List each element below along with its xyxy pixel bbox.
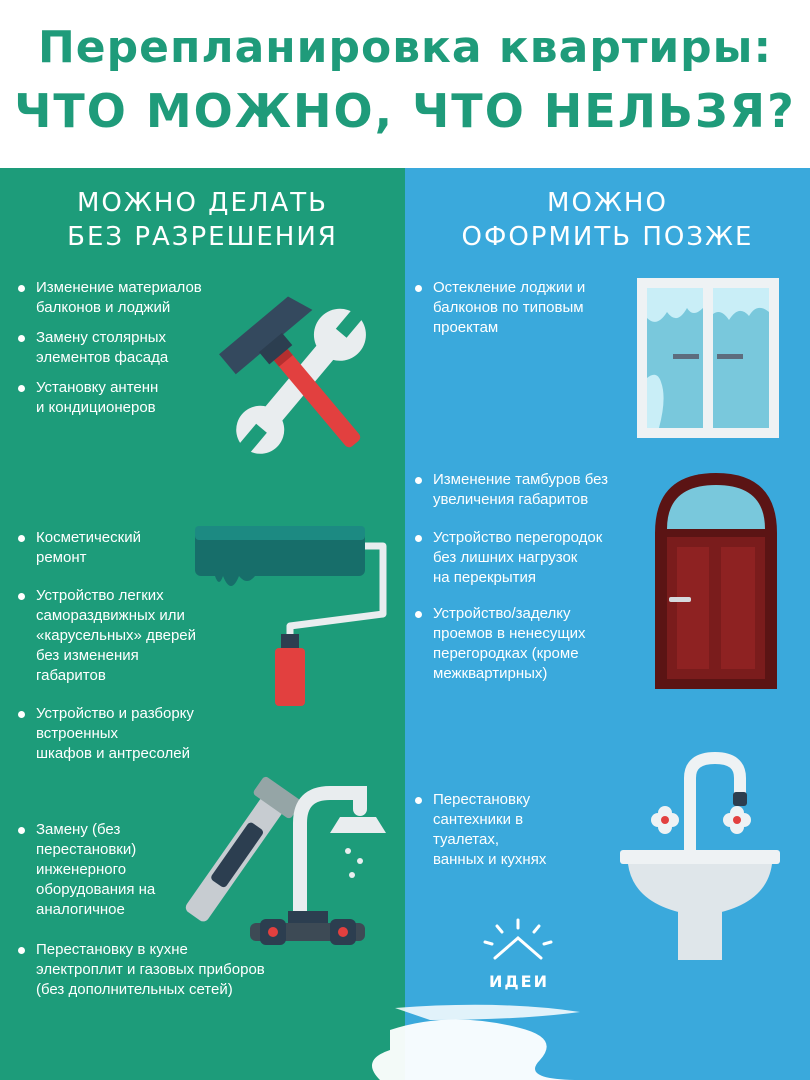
left-item-1: Изменение материалов балконов и лоджий: [36, 279, 202, 316]
left-item-6: Устройство и разборку встроенных шкафов и антресолей: [36, 705, 194, 762]
right-item-1: Остекление лоджии и балконов по типовым проектам: [433, 279, 586, 336]
sink-icon: [620, 758, 780, 963]
page-title-line2: ЧТО МОЖНО, ЧТО НЕЛЬЗЯ?: [14, 84, 796, 138]
left-item-5: Устройство легких самораздвижных или «карусельных» дверей без изменения габаритов: [36, 587, 197, 684]
left-column: [0, 168, 405, 1080]
house-logo-icon: [483, 916, 553, 972]
right-item-3: Устройство перегородок без лишних нагрузок на перекрытия: [433, 529, 603, 586]
left-item-2: Замену столярных элементов фасада: [36, 329, 169, 366]
left-item-3: Установку антенн и кондиционеров: [36, 379, 159, 416]
paint-roller-icon: [195, 526, 395, 711]
left-item-7: Замену (без перестановки) инженерного оборудования на аналогичное: [36, 821, 156, 918]
brand-logo-text: ИДЕИ: [489, 972, 549, 991]
water-wave-decoration: [0, 990, 810, 1080]
left-heading-line2: БЕЗ РАЗРЕШЕНИЯ: [67, 222, 338, 252]
left-item-8: Перестановку в кухне электроплит и газовых приборов (без дополнительных сетей): [36, 941, 265, 998]
right-column: [405, 168, 810, 1080]
header: [0, 0, 810, 168]
left-item-4: Косметический ремонт: [36, 529, 141, 566]
window-icon: [637, 278, 779, 438]
right-item-5: Перестановку сантехники в туалетах, ванных и кухнях: [433, 791, 547, 868]
page-title-line1: Перепланировка квартиры:: [37, 22, 773, 73]
wrench-hammer-icon: [215, 293, 390, 468]
right-heading-line2: ОФОРМИТЬ ПОЗЖЕ: [461, 222, 754, 252]
right-heading-line1: МОЖНО: [547, 188, 668, 218]
door-icon: [655, 473, 777, 689]
right-item-2: Изменение тамбуров без увеличения габаритов: [433, 471, 609, 508]
left-heading-line1: МОЖНО ДЕЛАТЬ: [77, 188, 328, 218]
right-item-4: Устройство/заделку проемов в ненесущих перегородках (кроме межквартирных): [433, 605, 586, 682]
faucet-wrench-icon: [180, 783, 395, 963]
